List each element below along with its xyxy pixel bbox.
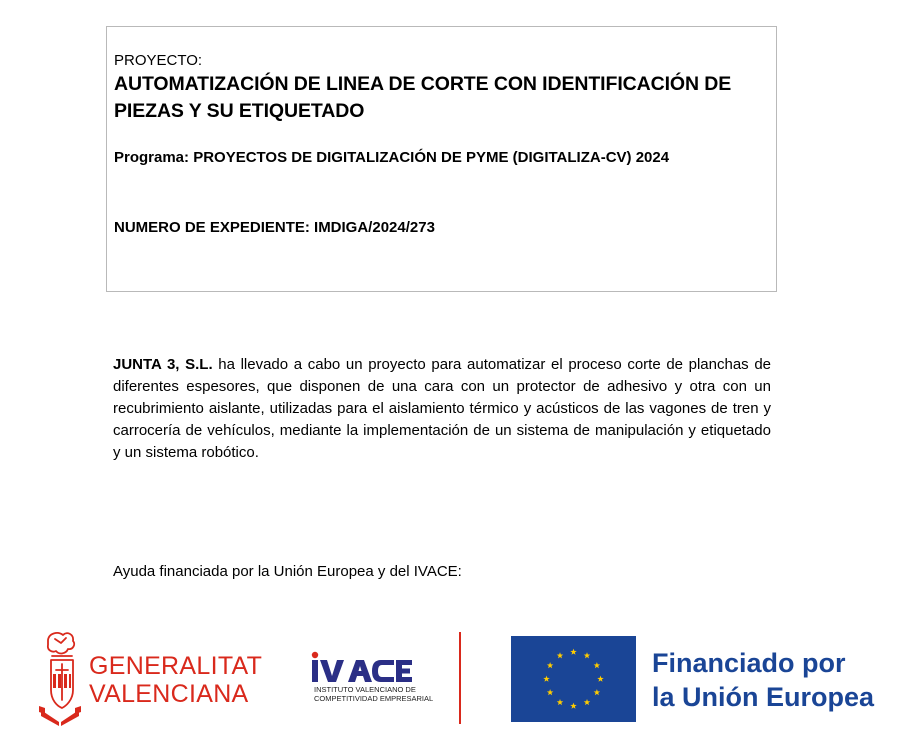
- description-text: ha llevado a cabo un proyecto para automatizar el proceso corte de planchas de diferentes espesores, que disponen de una cara con un protector de adhesivo y otra con un recubrimiento aislante, utilizadas para el aislamiento térmico y acústicos de las vagones de tren y carrocería de vehículos, mediante la implementación de un sistema de manipulación y etiquetado y un sistema robótico.: [113, 356, 771, 461]
- generalitat-line2: VALENCIANA: [89, 680, 249, 708]
- eu-line2: la Unión Europea: [652, 682, 875, 712]
- generalitat-valenciana-logo: [39, 630, 269, 726]
- ivace-subtitle-line2: COMPETITIVIDAD EMPRESARIAL: [314, 694, 434, 703]
- eu-line1: Financiado por: [652, 648, 846, 678]
- ivace-subtitle: [314, 685, 433, 703]
- generalitat-line1: GENERALITAT: [89, 652, 263, 680]
- eu-funding-wordmark: [652, 646, 874, 714]
- eu-flag-icon: [511, 636, 636, 722]
- logo-divider: [459, 632, 461, 724]
- generalitat-shield-icon: [39, 630, 81, 726]
- project-info-box: [106, 26, 777, 292]
- company-name: JUNTA 3, S.L.: [113, 356, 213, 373]
- project-description: [113, 354, 771, 464]
- ivace-wordmark: [310, 650, 414, 684]
- ivace-subtitle-line1: INSTITUTO VALENCIANO DE: [314, 685, 416, 694]
- project-label: PROYECTO:: [114, 52, 203, 69]
- file-number-line: NUMERO DE EXPEDIENTE: IMDIGA/2024/273: [114, 219, 435, 236]
- generalitat-wordmark: [89, 652, 262, 708]
- funding-note: Ayuda financiada por la Unión Europea y del IVACE:: [113, 563, 462, 580]
- project-title: AUTOMATIZACIÓN DE LINEA DE CORTE CON IDENTIFICACIÓN DE PIEZAS Y SU ETIQUETADO: [114, 73, 732, 122]
- program-line: Programa: PROYECTOS DE DIGITALIZACIÓN DE PYME (DIGITALIZA-CV) 2024: [114, 149, 670, 166]
- ivace-logo: [310, 650, 434, 708]
